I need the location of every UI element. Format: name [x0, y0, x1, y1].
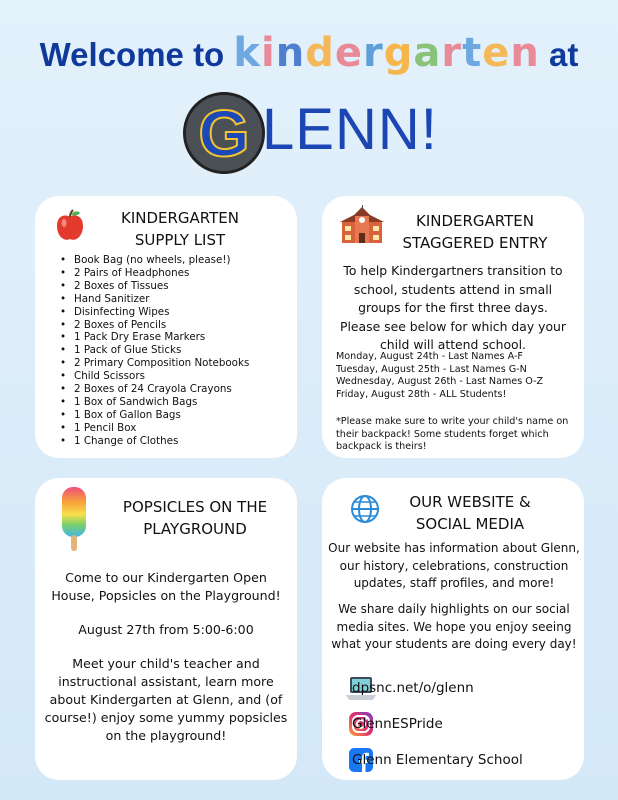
note-line: backpack is theirs!	[336, 441, 427, 453]
supply-item: • 1 Pack of Glue Sticks	[58, 344, 249, 357]
website-title-line1: OUR WEBSITE &	[409, 493, 531, 511]
website-line: what your students are doing every day!	[331, 637, 577, 651]
supply-item: • 1 Box of Sandwich Bags	[58, 396, 249, 409]
kindergarten-letter: t	[462, 30, 483, 76]
popsicles-title-line1: POPSICLES ON THE	[122, 498, 268, 516]
supply-list	[58, 254, 249, 448]
apple-icon	[52, 208, 88, 244]
popsicles-paragraph-2	[44, 655, 288, 745]
schedule-line: Friday, August 28th - ALL Students!	[336, 388, 507, 400]
staggered-title-line1: KINDERGARTEN	[415, 212, 534, 230]
supply-item: • 2 Boxes of Tissues	[58, 280, 249, 293]
supply-item: • 1 Pack Dry Erase Markers	[58, 331, 249, 344]
globe-icon	[350, 494, 380, 524]
popsicles-line: about Kindergarten at Glenn, and (of	[49, 692, 283, 707]
popsicles-line: House, Popsicles on the Playground!	[51, 588, 281, 603]
supply-item: • 1 Box of Gallon Bags	[58, 409, 249, 422]
website-line: updates, staff profiles, and more!	[353, 576, 555, 590]
kindergarten-letter: d	[305, 30, 335, 76]
staggered-intro-line: child will attend school.	[379, 337, 526, 352]
supply-item: • Hand Sanitizer	[58, 293, 249, 306]
kindergarten-letter: i	[261, 30, 276, 76]
website-line: media sites. We hope you enjoy seeing	[336, 619, 572, 634]
popsicles-paragraph-1	[44, 569, 288, 605]
popsicles-line: on the playground!	[105, 728, 227, 743]
website-line: We share daily highlights on our social	[338, 602, 570, 616]
schedule-line: Tuesday, August 25th - Last Names G-N	[336, 363, 527, 375]
school-icon	[340, 205, 384, 245]
supply-item: • 1 Change of Clothes	[58, 435, 249, 448]
schedule-line: Monday, August 24th - Last Names A-F	[336, 351, 523, 362]
popsicles-title-line2: PLAYGROUND	[143, 520, 247, 538]
popsicles-line: Come to our Kindergarten Open	[65, 570, 267, 585]
supply-item: • Book Bag (no wheels, please!)	[58, 254, 249, 267]
kindergarten-letter: g	[383, 30, 414, 76]
kindergarten-letter: a	[413, 30, 442, 76]
website-link[interactable]: dpsnc.net/o/glenn	[352, 680, 474, 696]
supply-item: • Child Scissors	[58, 370, 249, 383]
staggered-entry-title	[395, 210, 555, 254]
supply-item: • 2 Primary Composition Notebooks	[58, 357, 249, 370]
glenn-logo-letter: G	[198, 96, 250, 170]
supply-title-line2: SUPPLY LIST	[134, 231, 226, 249]
popsicles-line: course!) enjoy some yummy popsicles	[44, 710, 288, 725]
website-title-line2: SOCIAL MEDIA	[415, 515, 525, 533]
kindergarten-word	[233, 30, 539, 76]
supply-item: • Disinfecting Wipes	[58, 306, 249, 319]
kindergarten-letter: n	[275, 30, 306, 76]
website-line: our history, celebrations, construction	[339, 558, 569, 573]
welcome-prefix: Welcome to	[39, 36, 225, 73]
glenn-logo-text: LENN!	[262, 97, 438, 162]
website-paragraph-2	[328, 601, 580, 654]
staggered-intro-line: groups for the first three days.	[358, 300, 548, 315]
website-line: Our website has information about Glenn,	[328, 541, 580, 555]
staggered-intro-line: To help Kindergartners transition to	[343, 263, 563, 278]
staggered-schedule	[336, 351, 580, 401]
instagram-link[interactable]: GlennESPride	[352, 716, 443, 732]
website-paragraph-1	[328, 540, 580, 593]
kindergarten-letter: n	[510, 30, 540, 76]
supply-item: • 2 Boxes of Pencils	[58, 319, 249, 332]
popsicles-date: August 27th from 5:00-6:00	[78, 622, 254, 637]
staggered-note	[336, 416, 580, 454]
supply-list-title	[100, 207, 260, 251]
staggered-intro-line: school, students attend in small	[353, 281, 553, 297]
kindergarten-letter: e	[482, 30, 511, 76]
page-title	[0, 30, 618, 76]
supply-item: • 2 Boxes of 24 Crayola Crayons	[58, 383, 249, 396]
kindergarten-letter: k	[233, 30, 261, 76]
welcome-suffix: at	[549, 36, 579, 73]
supply-item: • 1 Pencil Box	[58, 422, 249, 435]
kindergarten-letter: r	[362, 30, 384, 76]
glenn-logo	[183, 92, 265, 174]
supply-title-line1: KINDERGARTEN	[120, 209, 239, 227]
supply-item: • 2 Pairs of Headphones	[58, 267, 249, 280]
note-line: *Please make sure to write your child's name on	[336, 416, 569, 427]
staggered-intro-line: Please see below for which day your	[340, 318, 566, 334]
staggered-intro	[330, 262, 576, 355]
kindergarten-letter: r	[441, 30, 463, 76]
popsicles-title	[100, 496, 290, 540]
popsicles-line: instructional assistant, learn more	[58, 674, 274, 689]
popsicles-line: Meet your child's teacher and	[72, 656, 260, 671]
staggered-title-line2: STAGGERED ENTRY	[402, 234, 548, 252]
kindergarten-letter: e	[334, 30, 363, 76]
facebook-link[interactable]: Glenn Elementary School	[352, 752, 523, 768]
website-title	[390, 491, 550, 535]
popsicle-icon	[60, 487, 88, 553]
note-line: their backpack! Some students forget which	[336, 428, 549, 440]
schedule-line: Wednesday, August 26th - Last Names O-Z	[336, 376, 544, 388]
